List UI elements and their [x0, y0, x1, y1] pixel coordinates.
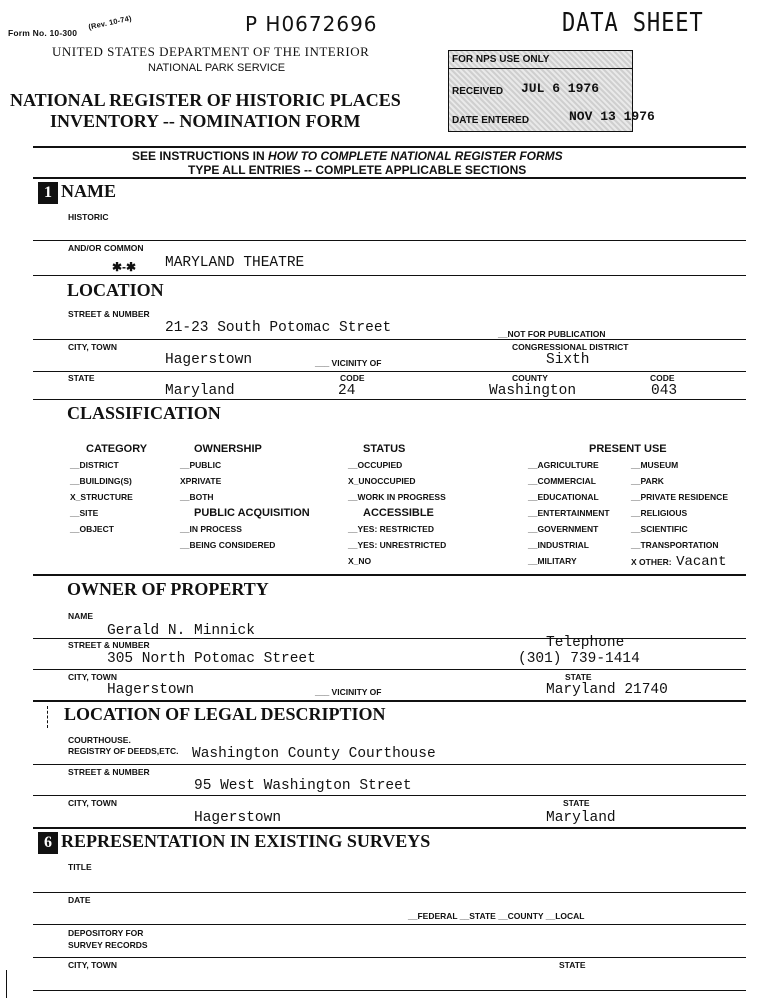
received-date: JUL 6 1976 — [521, 81, 600, 96]
category-option: X_STRUCTURE — [70, 492, 133, 502]
present-use-option: __AGRICULTURE — [528, 460, 599, 470]
survey-title-label: TITLE — [68, 862, 92, 872]
margin-mark — [47, 706, 50, 728]
acquisition-heading: PUBLIC ACQUISITION — [194, 507, 310, 519]
state-value: Maryland — [165, 383, 235, 399]
accessible-option: __YES: RESTRICTED — [348, 524, 434, 534]
accessible-heading: ACCESSIBLE — [363, 507, 434, 519]
legal-state-value: Maryland — [546, 810, 616, 826]
state-code-label: CODE — [340, 373, 365, 383]
ownership-list — [180, 460, 221, 508]
present-use-right-list — [631, 460, 728, 556]
edge-mark — [6, 970, 7, 998]
present-use-option: __RELIGIOUS — [631, 508, 688, 518]
present-use-left-list — [528, 460, 610, 572]
owner-street-value: 305 North Potomac Street — [107, 651, 316, 667]
surveys-heading: 6 REPRESENTATION IN EXISTING SURVEYS — [38, 831, 430, 854]
instructions-line-1: SEE INSTRUCTIONS IN HOW TO COMPLETE NATIONAL REGISTER FORMS — [132, 149, 563, 163]
department-name: UNITED STATES DEPARTMENT OF THE INTERIOR — [52, 44, 370, 59]
data-sheet-stamp: DATA SHEET — [562, 8, 704, 38]
other-value: Vacant — [676, 554, 727, 570]
owner-city-value: Hagerstown — [107, 682, 195, 698]
status-heading: STATUS — [363, 443, 406, 455]
owner-vicinity-label: ___ VICINITY OF — [315, 687, 382, 697]
owner-city-label: CITY, TOWN — [68, 672, 117, 682]
present-use-heading: PRESENT USE — [589, 443, 667, 455]
legal-city-label: CITY, TOWN — [68, 798, 117, 808]
legal-street-value: 95 West Washington Street — [194, 778, 412, 794]
received-label: RECEIVED — [452, 86, 504, 97]
status-option: X_UNOCCUPIED — [348, 476, 416, 486]
survey-state-label: STATE — [559, 960, 586, 970]
state-code-value: 24 — [338, 383, 356, 399]
category-list — [70, 460, 133, 540]
owner-state-label: STATE — [565, 672, 592, 682]
present-use-option: __EDUCATIONAL — [528, 492, 599, 502]
survey-levels: __FEDERAL __STATE __COUNTY __LOCAL — [408, 911, 585, 921]
ownership-option: XPRIVATE — [180, 476, 222, 486]
owner-heading: OWNER OF PROPERTY — [67, 579, 269, 599]
accessible-list — [348, 524, 446, 572]
depository-label-1: DEPOSITORY FOR — [68, 928, 144, 938]
congress-district-value: Sixth — [546, 352, 590, 368]
form-title: NATIONAL REGISTER OF HISTORIC PLACES — [10, 90, 401, 110]
present-use-option: __COMMERCIAL — [528, 476, 597, 486]
county-code-value: 043 — [651, 383, 678, 399]
county-code-label: CODE — [650, 373, 675, 383]
ownership-heading: OWNERSHIP — [194, 443, 262, 455]
owner-street-label: STREET & NUMBER — [68, 640, 150, 650]
legal-state-label: STATE — [563, 798, 590, 808]
common-name-value: MARYLAND THEATRE — [165, 255, 305, 271]
street-label: STREET & NUMBER — [68, 309, 150, 319]
owner-name-value: Gerald N. Minnick — [107, 623, 255, 639]
form-subtitle: INVENTORY -- NOMINATION FORM — [50, 111, 361, 131]
present-use-option: __INDUSTRIAL — [528, 540, 589, 550]
acquisition-option: __BEING CONSIDERED — [180, 540, 276, 550]
legal-street-label: STREET & NUMBER — [68, 767, 150, 777]
name-section-heading: 1 NAME — [38, 181, 116, 204]
category-option: __BUILDING(S) — [70, 476, 132, 486]
form-revision: (Rev. 10-74) — [87, 13, 133, 32]
present-use-option: __MILITARY — [528, 556, 577, 566]
ownership-option: __BOTH — [180, 492, 214, 502]
courthouse-label-2: REGISTRY OF DEEDS,ETC. — [68, 746, 179, 756]
nps-use-label: FOR NPS USE ONLY — [452, 54, 550, 65]
state-label: STATE — [68, 373, 95, 383]
congress-district-label: CONGRESSIONAL DISTRICT — [512, 342, 629, 352]
survey-city-label: CITY, TOWN — [68, 960, 117, 970]
historic-label: HISTORIC — [68, 212, 109, 222]
present-use-option: __SCIENTIFIC — [631, 524, 688, 534]
owner-name-label: NAME — [68, 611, 94, 621]
street-value: 21-23 South Potomac Street — [165, 320, 392, 336]
category-option: __SITE — [70, 508, 99, 518]
location-heading: LOCATION — [67, 280, 164, 300]
status-option: __WORK IN PROGRESS — [348, 492, 446, 502]
accessible-option: X_NO — [348, 556, 372, 566]
owner-phone-value: (301) 739-1414 — [518, 651, 640, 667]
acquisition-option: __IN PROCESS — [180, 524, 242, 534]
city-value: Hagerstown — [165, 352, 253, 368]
present-use-option: __MUSEUM — [631, 460, 679, 470]
legal-heading: LOCATION OF LEGAL DESCRIPTION — [64, 704, 386, 724]
present-use-option: __TRANSPORTATION — [631, 540, 719, 550]
courthouse-value: Washington County Courthouse — [192, 746, 436, 762]
date-entered-label: DATE ENTERED — [452, 115, 530, 126]
present-use-option: __ENTERTAINMENT — [528, 508, 610, 518]
common-name-label: AND/OR COMMON — [68, 243, 144, 253]
county-label: COUNTY — [512, 373, 548, 383]
status-list — [348, 460, 446, 508]
courthouse-label-1: COURTHOUSE. — [68, 735, 131, 745]
survey-date-label: DATE — [68, 895, 91, 905]
section-number-6: 6 — [38, 832, 58, 854]
date-entered-value: NOV 13 1976 — [569, 109, 655, 124]
section-number-1: 1 — [38, 182, 58, 204]
legal-city-value: Hagerstown — [194, 810, 282, 826]
present-use-option: __GOVERNMENT — [528, 524, 599, 534]
service-name: NATIONAL PARK SERVICE — [148, 62, 286, 74]
city-label: CITY, TOWN — [68, 342, 117, 352]
vicinity-label: ___ VICINITY OF — [315, 358, 382, 368]
category-heading: CATEGORY — [86, 443, 148, 455]
county-value: Washington — [489, 383, 577, 399]
acquisition-list — [180, 524, 275, 556]
other-label: X OTHER: — [631, 557, 672, 567]
category-option: __DISTRICT — [70, 460, 119, 470]
present-use-other — [631, 552, 727, 570]
not-for-publication: __NOT FOR PUBLICATION — [498, 329, 606, 339]
handwritten-id: P H0672696 — [245, 12, 378, 36]
status-option: __OCCUPIED — [348, 460, 403, 470]
present-use-option: __PRIVATE RESIDENCE — [631, 492, 728, 502]
category-option: __OBJECT — [70, 524, 114, 534]
owner-state-value: Maryland 21740 — [546, 682, 668, 698]
present-use-option: __PARK — [631, 476, 664, 486]
classification-heading: CLASSIFICATION — [67, 403, 221, 423]
ownership-option: __PUBLIC — [180, 460, 222, 470]
instructions-line-2: TYPE ALL ENTRIES -- COMPLETE APPLICABLE SECTIONS — [188, 163, 527, 177]
nps-use-box — [448, 50, 655, 132]
form-number: Form No. 10-300 — [8, 28, 78, 38]
depository-label-2: SURVEY RECORDS — [68, 940, 148, 950]
common-name-mark: ✱-✱ — [112, 260, 137, 274]
accessible-option: __YES: UNRESTRICTED — [348, 540, 447, 550]
owner-phone-label: Telephone — [546, 635, 625, 651]
